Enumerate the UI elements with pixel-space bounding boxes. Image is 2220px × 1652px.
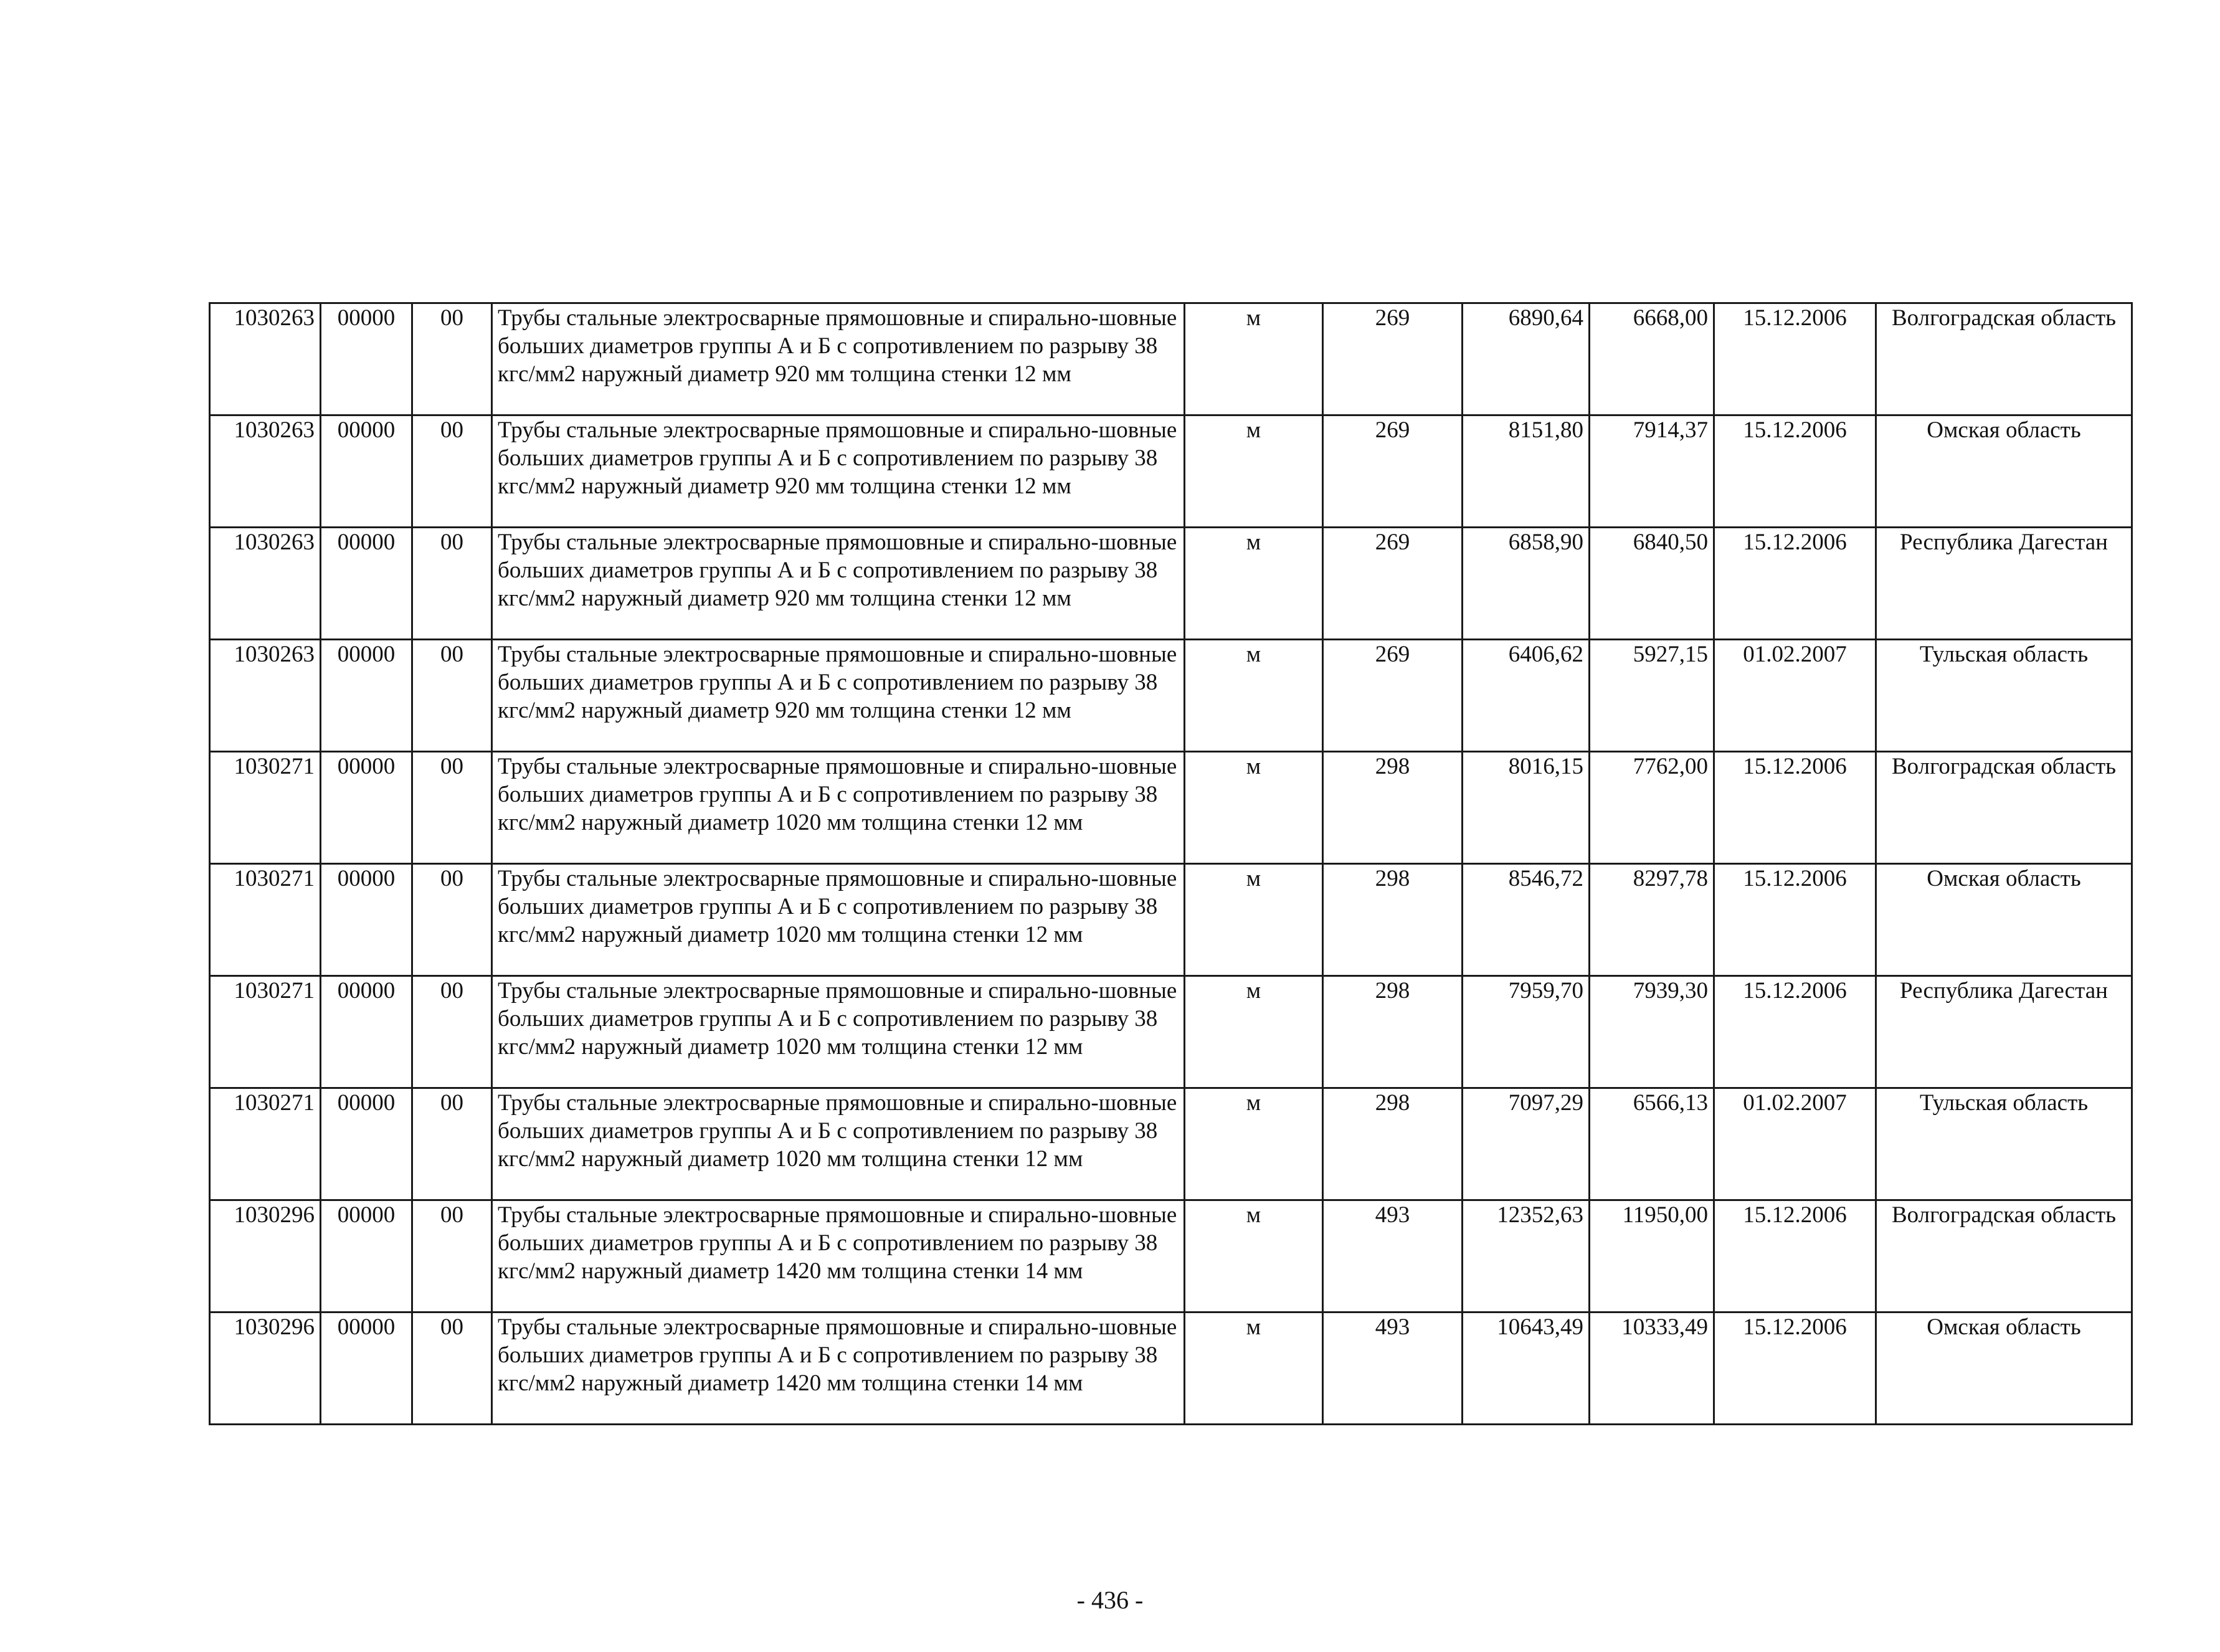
sub-code: 00000	[321, 976, 412, 1088]
product-name: Трубы стальные электросварные прямошовные и спирально-шовные больших диаметров группы А и Б с сопротивлением по разрыву 38 кгс/мм2 наружный диаметр 920 мм толщина стенки 12 мм	[492, 640, 1185, 752]
table-row	[210, 864, 2132, 976]
table-row	[210, 1088, 2132, 1200]
date: 15.12.2006	[1714, 1313, 1876, 1425]
product-code: 1030271	[210, 864, 321, 976]
variant-code: 00	[412, 1088, 492, 1200]
sub-code: 00000	[321, 640, 412, 752]
table-row	[210, 1200, 2132, 1313]
quantity: 269	[1323, 640, 1463, 752]
product-code: 1030296	[210, 1200, 321, 1313]
region: Тульская область	[1876, 1088, 2132, 1200]
product-name: Трубы стальные электросварные прямошовные и спирально-шовные больших диаметров группы А и Б с сопротивлением по разрыву 38 кгс/мм2 наружный диаметр 1020 мм толщина стенки 12 мм	[492, 864, 1185, 976]
quantity: 298	[1323, 864, 1463, 976]
date: 15.12.2006	[1714, 303, 1876, 415]
variant-code: 00	[412, 303, 492, 415]
product-code: 1030271	[210, 752, 321, 864]
region: Волгоградская область	[1876, 752, 2132, 864]
price-1: 8151,80	[1463, 415, 1590, 528]
sub-code: 00000	[321, 303, 412, 415]
price-1: 8016,15	[1463, 752, 1590, 864]
quantity: 493	[1323, 1200, 1463, 1313]
sub-code: 00000	[321, 1088, 412, 1200]
table-row	[210, 303, 2132, 415]
price-2: 6566,13	[1590, 1088, 1714, 1200]
region: Омская область	[1876, 415, 2132, 528]
unit: м	[1185, 528, 1323, 640]
table-row	[210, 752, 2132, 864]
variant-code: 00	[412, 528, 492, 640]
unit: м	[1185, 1200, 1323, 1313]
product-name: Трубы стальные электросварные прямошовные и спирально-шовные больших диаметров группы А и Б с сопротивлением по разрыву 38 кгс/мм2 наружный диаметр 920 мм толщина стенки 12 мм	[492, 303, 1185, 415]
region: Волгоградская область	[1876, 303, 2132, 415]
price-1: 6406,62	[1463, 640, 1590, 752]
region: Омская область	[1876, 864, 2132, 976]
price-1: 7097,29	[1463, 1088, 1590, 1200]
price-2: 6840,50	[1590, 528, 1714, 640]
unit: м	[1185, 1088, 1323, 1200]
table-row	[210, 976, 2132, 1088]
product-name: Трубы стальные электросварные прямошовные и спирально-шовные больших диаметров группы А и Б с сопротивлением по разрыву 38 кгс/мм2 наружный диаметр 1020 мм толщина стенки 12 мм	[492, 752, 1185, 864]
price-2: 7914,37	[1590, 415, 1714, 528]
date: 15.12.2006	[1714, 415, 1876, 528]
variant-code: 00	[412, 1200, 492, 1313]
variant-code: 00	[412, 752, 492, 864]
price-2: 7939,30	[1590, 976, 1714, 1088]
sub-code: 00000	[321, 752, 412, 864]
product-code: 1030263	[210, 528, 321, 640]
price-1: 12352,63	[1463, 1200, 1590, 1313]
variant-code: 00	[412, 640, 492, 752]
variant-code: 00	[412, 864, 492, 976]
region: Республика Дагестан	[1876, 528, 2132, 640]
price-1: 6858,90	[1463, 528, 1590, 640]
table-row	[210, 640, 2132, 752]
quantity: 269	[1323, 415, 1463, 528]
table-row	[210, 415, 2132, 528]
quantity: 493	[1323, 1313, 1463, 1425]
price-1: 10643,49	[1463, 1313, 1590, 1425]
product-code: 1030271	[210, 1088, 321, 1200]
region: Волгоградская область	[1876, 1200, 2132, 1313]
product-name: Трубы стальные электросварные прямошовные и спирально-шовные больших диаметров группы А и Б с сопротивлением по разрыву 38 кгс/мм2 наружный диаметр 1420 мм толщина стенки 14 мм	[492, 1313, 1185, 1425]
region: Тульская область	[1876, 640, 2132, 752]
price-2: 10333,49	[1590, 1313, 1714, 1425]
sub-code: 00000	[321, 528, 412, 640]
unit: м	[1185, 415, 1323, 528]
variant-code: 00	[412, 415, 492, 528]
sub-code: 00000	[321, 1200, 412, 1313]
date: 01.02.2007	[1714, 1088, 1876, 1200]
quantity: 269	[1323, 303, 1463, 415]
product-name: Трубы стальные электросварные прямошовные и спирально-шовные больших диаметров группы А и Б с сопротивлением по разрыву 38 кгс/мм2 наружный диаметр 920 мм толщина стенки 12 мм	[492, 528, 1185, 640]
table-row	[210, 528, 2132, 640]
variant-code: 00	[412, 976, 492, 1088]
product-name: Трубы стальные электросварные прямошовные и спирально-шовные больших диаметров группы А и Б с сопротивлением по разрыву 38 кгс/мм2 наружный диаметр 1020 мм толщина стенки 12 мм	[492, 976, 1185, 1088]
sub-code: 00000	[321, 864, 412, 976]
sub-code: 00000	[321, 415, 412, 528]
table-row	[210, 1313, 2132, 1425]
unit: м	[1185, 640, 1323, 752]
product-code: 1030263	[210, 415, 321, 528]
quantity: 298	[1323, 1088, 1463, 1200]
quantity: 298	[1323, 976, 1463, 1088]
price-1: 8546,72	[1463, 864, 1590, 976]
date: 15.12.2006	[1714, 976, 1876, 1088]
price-2: 7762,00	[1590, 752, 1714, 864]
price-2: 11950,00	[1590, 1200, 1714, 1313]
product-name: Трубы стальные электросварные прямошовные и спирально-шовные больших диаметров группы А и Б с сопротивлением по разрыву 38 кгс/мм2 наружный диаметр 1420 мм толщина стенки 14 мм	[492, 1200, 1185, 1313]
product-code: 1030271	[210, 976, 321, 1088]
date: 15.12.2006	[1714, 752, 1876, 864]
price-2: 5927,15	[1590, 640, 1714, 752]
variant-code: 00	[412, 1313, 492, 1425]
date: 01.02.2007	[1714, 640, 1876, 752]
product-code: 1030296	[210, 1313, 321, 1425]
product-name: Трубы стальные электросварные прямошовные и спирально-шовные больших диаметров группы А и Б с сопротивлением по разрыву 38 кгс/мм2 наружный диаметр 920 мм толщина стенки 12 мм	[492, 415, 1185, 528]
unit: м	[1185, 1313, 1323, 1425]
quantity: 298	[1323, 752, 1463, 864]
quantity: 269	[1323, 528, 1463, 640]
date: 15.12.2006	[1714, 1200, 1876, 1313]
price-2: 6668,00	[1590, 303, 1714, 415]
product-name: Трубы стальные электросварные прямошовные и спирально-шовные больших диаметров группы А и Б с сопротивлением по разрыву 38 кгс/мм2 наружный диаметр 1020 мм толщина стенки 12 мм	[492, 1088, 1185, 1200]
product-code: 1030263	[210, 303, 321, 415]
price-1: 7959,70	[1463, 976, 1590, 1088]
sub-code: 00000	[321, 1313, 412, 1425]
price-table	[209, 302, 2133, 1425]
price-2: 8297,78	[1590, 864, 1714, 976]
date: 15.12.2006	[1714, 864, 1876, 976]
region: Республика Дагестан	[1876, 976, 2132, 1088]
unit: м	[1185, 303, 1323, 415]
price-1: 6890,64	[1463, 303, 1590, 415]
region: Омская область	[1876, 1313, 2132, 1425]
product-code: 1030263	[210, 640, 321, 752]
unit: м	[1185, 976, 1323, 1088]
date: 15.12.2006	[1714, 528, 1876, 640]
page-number: - 436 -	[1076, 1586, 1144, 1614]
unit: м	[1185, 752, 1323, 864]
unit: м	[1185, 864, 1323, 976]
